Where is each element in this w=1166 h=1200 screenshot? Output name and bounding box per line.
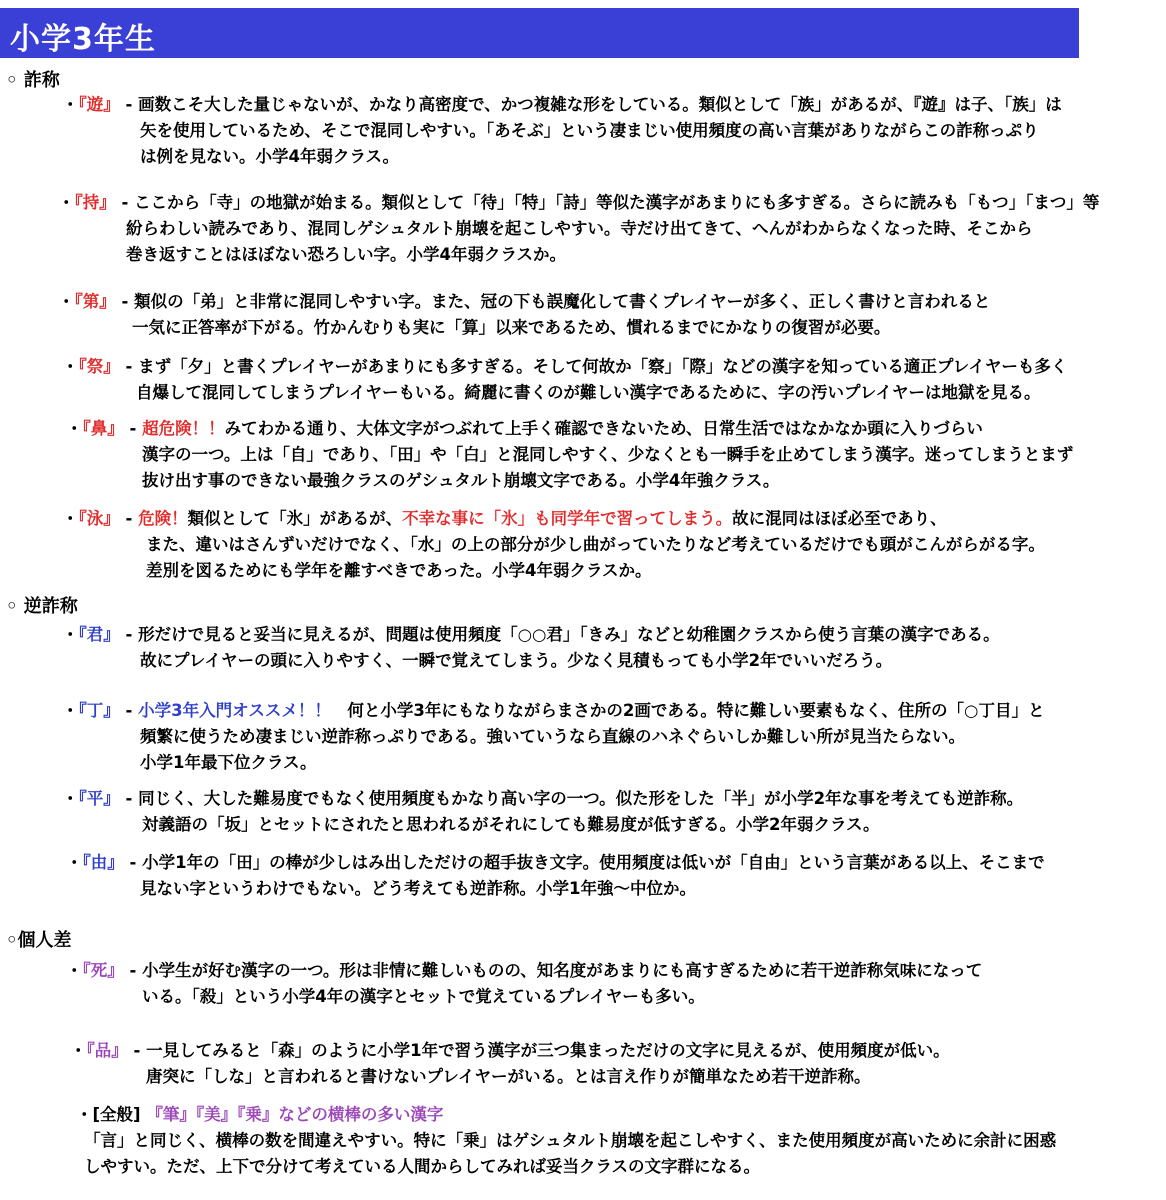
entry-text: 抜け出す事のできない最強クラスのゲシュタルト崩壊文字である。小学4年強クラス。 [142, 471, 780, 490]
entry-text: - 小学生が好む漢字の一つ。形は非情に難しいものの、知名度があまりにも高すぎるために若干逆詐称気味になって [123, 961, 983, 980]
kanji-label: 『鼻』 [82, 419, 124, 438]
entry-text: 自爆して混同してしまうプレイヤーもいる。綺麗に書くのが難しい漢字であるために、字の汚いプレイヤーは地獄を見る。 [136, 383, 1041, 402]
entry-text: 見ない字というわけでもない。どう考えても逆詐称。小学1年強～中位か。 [140, 879, 696, 898]
entry-text: - 一見してみると「森」のように小学1年で習う漢字が三つ集まっただけの文字に見えるが、使用頻度が低い。 [127, 1041, 950, 1060]
section-heading-sagi: ◦ 詐称 [6, 70, 60, 91]
bullet: ・ [76, 1105, 93, 1124]
entry-text: 矢を使用しているため、そこで混同しやすい。「あそぶ」という凄まじい使用頻度の高い言葉がありながらこの詐称っぷり [140, 121, 1039, 140]
entry-text: いる。「殺」という小学4年の漢字とセットで覚えているプレイヤーも多い。 [142, 987, 705, 1006]
kanji-label: 『遊』 [78, 95, 120, 114]
general-tag: [全般] [92, 1105, 141, 1124]
entry-text: - まず「夕」と書くプレイヤーがあまりにも多すぎる。そして何故か「察」「際」などの漢字を知っている適正プレイヤーも多く [119, 357, 1068, 376]
bullet: ・ [62, 789, 79, 808]
entry-text: 紛らわしい読みであり、混同しゲシュタルト崩壊を起こしやすい。寺だけ出てきて、へんがわからなくなった時、そこから [126, 219, 1033, 238]
kanji-label: 『泳』 [78, 509, 120, 528]
entry-text: しやすい。ただ、上下で分けて考えている人間からしてみれば妥当クラスの文字群になる。 [84, 1157, 761, 1176]
entry-text: 漢字の一つ。上は「自」であり、「田」や「白」と混同しやすく、少なくとも一瞬手を止めてしまう漢字。迷ってしまうとまず [142, 445, 1074, 464]
entry-text: 何と小学3年にもなりながらまさかの2画である。特に難しい要素もなく、住所の「○丁目」と [330, 701, 1045, 720]
bullet: ・ [62, 95, 79, 114]
kanji-label: 『死』 [82, 961, 124, 980]
entry-text: - 小学1年の「田」の棒が少しはみ出しただけの超手抜き文字。使用頻度は低いが「自由」という言葉がある以上、そこまで [123, 853, 1045, 872]
entry-text: - 同じく、大した難易度でもなく使用頻度もかなり高い字の一つ。似た形をした「半」が小学2年な事を考えても逆詐称。 [119, 789, 1024, 808]
kanji-label: 『由』 [82, 853, 124, 872]
bullet: ・ [66, 419, 83, 438]
entry-text: 唐突に「しな」と言われると書けないプレイヤーがいる。とは言え作りが簡単なため若干逆詐称。 [146, 1067, 871, 1086]
entry-text: 対義語の「坂」とセットにされたと思われるがそれにしても難易度が低すぎる。小学2年弱クラス。 [142, 815, 880, 834]
kanji-label: 『持』 [74, 193, 116, 212]
kanji-label: 『君』 [78, 625, 120, 644]
entry-text: また、違いはさんずいだけでなく、「水」の上の部分が少し曲がっていたりなど考えているだけでも頭がこんがらがる字。 [146, 535, 1045, 554]
entry-text: 一気に正答率が下がる。竹かんむりも実に「算」以来であるため、慣れるまでにかなりの復習が必要。 [132, 318, 891, 337]
bullet: ・ [62, 357, 79, 376]
entry-text: - [119, 509, 139, 528]
recommend-label: 小学3年入門オススメ！！ [138, 701, 331, 720]
entry-text: 巻き返すことはほぼない恐ろしい字。小学4年弱クラスか。 [126, 245, 566, 264]
kanji-label: 『祭』 [78, 357, 120, 376]
bullet: ・ [58, 193, 75, 212]
kanji-label: 『品』 [86, 1041, 128, 1060]
entry-text: 「言」と同じく、横棒の数を間違えやすい。特に「乗」はゲシュタルト崩壊を起こしやすく、また使用頻度が高いために余計に困惑 [84, 1131, 1057, 1150]
entry-text: - 形だけで見ると妥当に見えるが、問題は使用頻度「○○君」「きみ」などと幼稚園クラスから使う言葉の漢字である。 [119, 625, 1000, 644]
entry-text: 故にプレイヤーの頭に入りやすく、一瞬で覚えてしまう。少なく見積もっても小学2年でいいだろう。 [140, 651, 893, 670]
entry-text: - [123, 419, 143, 438]
warning-label: 超危険！！ [142, 419, 225, 438]
bullet: ・ [62, 625, 79, 644]
entry-text: - ここから「寺」の地獄が始まる。類似として「待」「特」「詩」等似た漢字があまりにも多すぎる。さらに読みも「もつ」「まつ」等 [115, 193, 1100, 212]
bullet: ・ [66, 853, 83, 872]
bullet: ・ [66, 961, 83, 980]
entry-text: は例を見ない。小学4年弱クラス。 [140, 147, 399, 166]
section-heading-kojin: ◦個人差 [6, 930, 72, 951]
section-heading-gyaku: ◦ 逆詐称 [6, 596, 78, 617]
entry-text: 頻繁に使うため凄まじい逆詐称っぷりである。強いていうなら直線のハネぐらいしか難しい所が見当たらない。 [140, 727, 965, 746]
kanji-label: 『平』 [78, 789, 120, 808]
entry-text: - 類似の「弟」と非常に混同しやすい字。また、冠の下も誤魔化して書くプレイヤーが多く、正しく書けと言われると [115, 292, 991, 311]
kanji-label: 『第』 [74, 292, 116, 311]
bullet: ・ [70, 1041, 87, 1060]
warning-label: 危険！ [138, 509, 188, 528]
entry-text: - [119, 701, 139, 720]
bullet: ・ [58, 292, 75, 311]
page-title: 小学3年生 [10, 22, 156, 57]
entry-text: - 画数こそ大した量じゃないが、かなり高密度で、かつ複雑な形をしている。類似として「族」があるが、『遊』は子、「族」は [119, 95, 1062, 114]
entry-text: みてわかる通り、大体文字がつぶれて上手く確認できないため、日常生活ではなかなか頭に入りづらい [224, 419, 983, 438]
kanji-label: 『丁』 [78, 701, 120, 720]
entry-text: 類似として「氷」があるが、 [187, 509, 403, 528]
page-title-bar [0, 8, 1079, 58]
highlight-text: 不幸な事に「氷」も同学年で習ってしまう。 [402, 509, 733, 528]
bullet: ・ [62, 701, 79, 720]
entry-text: 差別を図るためにも学年を離すべきであった。小学4年弱クラスか。 [146, 561, 652, 580]
entry-text: 小学1年最下位クラス。 [140, 753, 317, 772]
bullet: ・ [62, 509, 79, 528]
general-heading: 『筆』『美』『乗』などの横棒の多い漢字 [146, 1105, 444, 1124]
entry-text: 故に混同はほぼ必至であり、 [732, 509, 947, 528]
